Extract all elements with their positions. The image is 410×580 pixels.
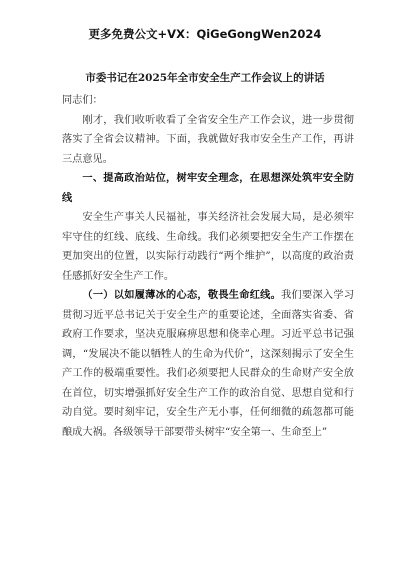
promo-banner: 更多免费公文+VX：QiGeGongWen2024 [88, 27, 322, 41]
subsection-1-heading: （一）以如履薄冰的心态，敬畏生命红线。 [82, 289, 282, 301]
speech-body [62, 91, 354, 442]
subsection-1-text: 我们要深入学习贯彻习近平总书记关于安全生产的重要论述，全面落实省委、省政府工作要求，坚决克服麻痹思想和侥幸心理。习近平总书记强调，“发展决不能以牺牲人的生命为代价”，这深刻揭示了安全生产工作的极端重要性。我们必须要把人民群众的生命财产安全放在首位，切实增强抓好安全生产工作的政治自觉、思想自觉和行动自觉。要时刻牢记，安全生产无小事，任何细微的疏忽都可能酿成大祸。各级领导干部要带头树牢“安全第一、生命至上” [62, 290, 355, 438]
section-1-paragraph: 安全生产事关人民福祉，事关经济社会发展大局，是必须牢牢守住的红线、底线、生命线。我们必须要把安全生产工作摆在更加突出的位置，以实际行动践行“两个维护”，以高度的政治责任感抓好安全生产工作。 [62, 212, 354, 282]
speech-title: 市委书记在2025年全市安全生产工作会议上的讲话 [85, 72, 325, 84]
intro-paragraph: 刚才，我们收听收看了全省安全生产工作会议，进一步贯彻落实了全省会议精神。下面，我就做好我市安全生产工作，再讲三点意见。 [62, 114, 354, 165]
salutation: 同志们： [62, 95, 103, 106]
section-1-heading: 一、提高政治站位，树牢安全理念，在思想深处筑牢安全防线 [62, 172, 354, 204]
subsection-1-paragraph [62, 286, 354, 442]
